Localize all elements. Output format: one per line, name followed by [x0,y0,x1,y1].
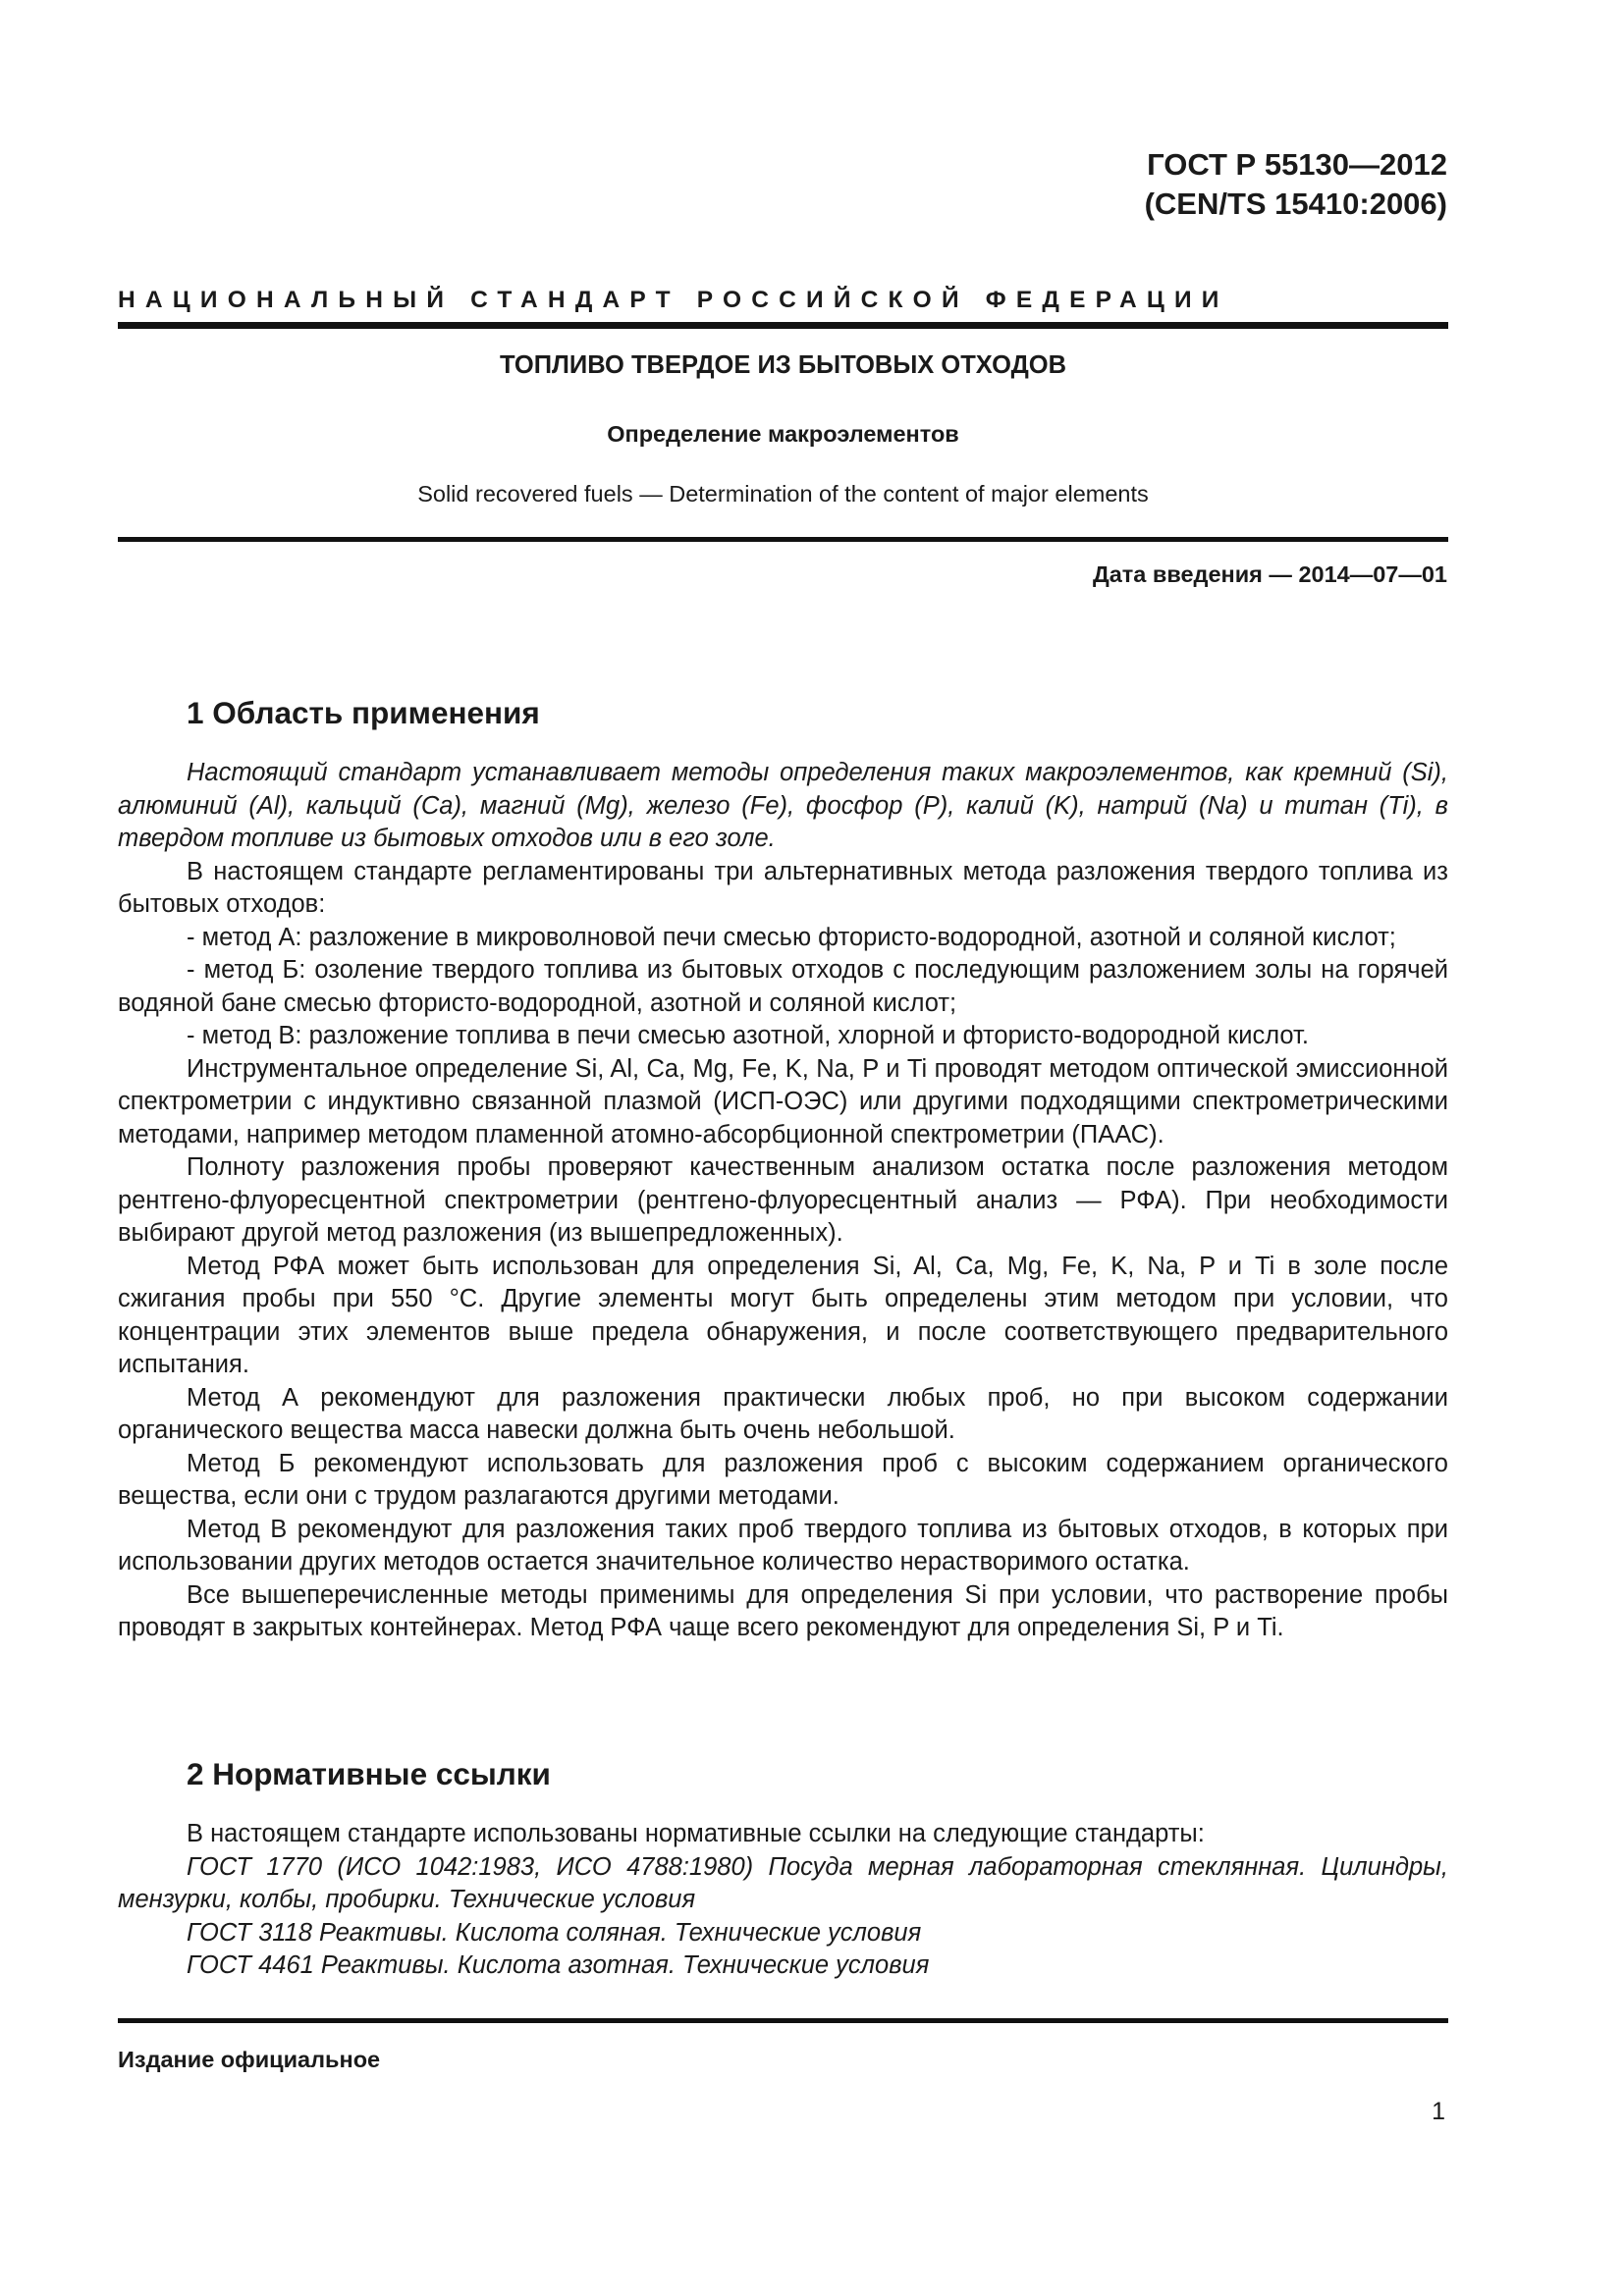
paragraph: Метод В рекомендуют для разложения таких проб твердого топлива из бытовых отходов, в которых при использовании других методов остается значительное количество нерастворимого остатка. [118,1515,1448,1575]
standard-number: ГОСТ Р 55130—2012 [1147,147,1447,182]
section-1-body [118,757,1448,1645]
paragraph: Метод А рекомендуют для разложения практически любых проб, но при высоком содержании органического вещества масса навески должна быть очень небольшой. [118,1383,1448,1444]
paragraph: - метод Б: озоление твердого топлива из бытовых отходов с последующим разложением золы на горячей водяной бане смесью фтористо-водородной, азотной и соляной кислот; [118,956,1448,1017]
paragraph: - метод А: разложение в микроволновой печи смесью фтористо-водородной, азотной и соляной кислот; [187,923,1396,951]
section-2-heading: 2 Нормативные ссылки [187,1756,551,1791]
paragraph: Метод РФА может быть использован для определения Si, Al, Ca, Mg, Fe, K, Na, P и Ti в золе после сжигания пробы при 550 °С. Другие элементы могут быть определены этим методом при условии, что концентрации этих элементов выше предела обнаружения, и после соответствующего предварительного испытания. [118,1252,1448,1378]
document-title: ТОПЛИВО ТВЕРДОЕ ИЗ БЫТОВЫХ ОТХОДОВ [499,351,1067,379]
paragraph: - метод В: разложение топлива в печи смесью азотной, хлорной и фтористо-водородной кислот. [187,1022,1309,1049]
paragraph: Инструментальное определение Si, Al, Ca, Mg, Fe, K, Na, P и Ti проводят методом оптической эмиссионной спектрометрии с индуктивно связанной плазмой (ИСП-ОЭС) или другими подходящими спектрометрическими методами, например методом пламенной атомно-абсорбционной спектрометрии (ПААС). [118,1054,1448,1148]
standard-equivalent: (CEN/TS 15410:2006) [1144,187,1447,221]
paragraph: В настоящем стандарте использованы нормативные ссылки на следующие стандарты: [187,1820,1205,1847]
english-title: Solid recovered fuels — Determination of the content of major elements [417,481,1149,507]
standard-id-block [1145,145,1447,224]
paragraph: В настоящем стандарте регламентированы три альтернативных метода разложения твердого топлива из бытовых отходов: [118,857,1448,918]
introduction-date: Дата введения — 2014—07—01 [1092,561,1447,587]
paragraph: Полноту разложения пробы проверяют качественным анализом остатка после разложения методом рентгено-флуоресцентной спектрометрии (рентгено-флуоресцентный анализ — РФА). При необходимости выбирают другой метод разложения (из вышепредложенных). [118,1153,1448,1247]
page-number: 1 [1432,2098,1445,2125]
document-subtitle: Определение макроэлементов [607,421,959,447]
footer-rule [118,2018,1448,2023]
section-2-body [118,1818,1448,1983]
national-standard-title: НАЦИОНАЛЬНЫЙ СТАНДАРТ РОССИЙСКОЙ ФЕДЕРАЦИИ [118,287,1229,313]
reference-item: ГОСТ 4461 Реактивы. Кислота азотная. Технические условия [187,1951,930,1979]
reference-item: ГОСТ 3118 Реактивы. Кислота соляная. Технические условия [187,1918,922,1947]
paragraph: Метод Б рекомендуют использовать для разложения проб с высоким содержанием органического вещества, если они с трудом разлагаются другими методами. [118,1449,1448,1510]
header-rule [118,322,1448,329]
paragraph: Все вышеперечисленные методы применимы для определения Si при условии, что растворение пробы проводят в закрытых контейнерах. Метод РФА чаще всего рекомендуют для определения Si, P и Ti. [118,1580,1448,1641]
reference-item: ГОСТ 1770 (ИСО 1042:1983, ИСО 4788:1980) Посуда мерная лабораторная стеклянная. Цилиндры, мензурки, колбы, пробирки. Технические условия [118,1852,1448,1913]
official-edition-label: Издание официальное [118,2047,381,2072]
paragraph: Настоящий стандарт устанавливает методы определения таких макроэлементов, как кремний (Si), алюминий (Al), кальций (Ca), магний (Mg), железо (Fe), фосфор (P), калий (K), натрий (Na) и титан (Ti), в твердом топливе из бытовых отходов или в его золе. [118,759,1448,852]
section-1-heading: 1 Область применения [187,695,540,730]
title-rule [118,537,1448,542]
